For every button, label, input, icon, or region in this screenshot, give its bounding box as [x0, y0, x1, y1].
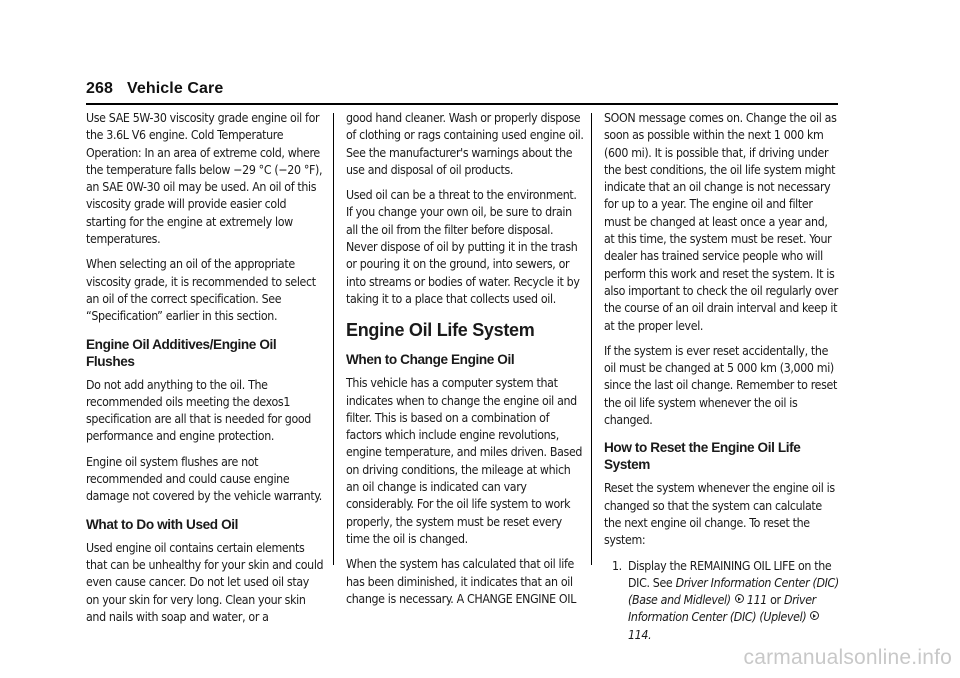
paragraph-environment: Used oil can be a threat to the environment. If you change your own oil, be sure to drain all the oil from the filter before disposal. Never dispose of oil by putting it in the trash or pouring it on the ground, into sewers, or into streams or bodies of water. Recycle it by taking it to a place that collects used oil. — [346, 188, 580, 306]
paragraph-change-soon: SOON message comes on. Change the oil as soon as possible within the next 1 000 km (600 mi). It is possible that, if driving under the best conditions, the oil life system might indicate that an oil change is not necessary for up to a year. The engine oil and filter must be changed at least once a year and, at this time, the system must be reset. Your dealer has trained service people who will perform this work and reset the system. It is also important to check the oil regularly over the course of an oil drain interval and keep it at the proper level. — [604, 111, 838, 333]
section-title: Vehicle Care — [127, 80, 224, 97]
header-rule — [86, 103, 838, 105]
heading-reset-oil-life: How to Reset the Engine Oil Life System — [604, 440, 801, 473]
step-end-punctuation: . — [648, 627, 652, 642]
paragraph-used-oil-health: Used engine oil contains certain elements that can be unhealthy for your skin and could even cause cancer. Do not let used oil stay on your skin for very long. Clean your skin and nails with soap and water, or a — [86, 540, 324, 624]
step-conjunction: or — [770, 593, 781, 608]
page-reference-icon — [810, 611, 819, 620]
reset-step — [604, 558, 840, 644]
column-2 — [346, 110, 585, 616]
page-number: 268 — [86, 80, 113, 97]
heading-used-oil: What to Do with Used Oil — [86, 516, 239, 532]
dic-base-page-link[interactable]: 111 — [746, 593, 767, 608]
paragraph-reset-accidentally: If the system is ever reset accidentally, the oil must be changed at 5 000 km (3,000 mi) since the last oil change. Remember to reset the oil life system whenever the oil is changed. — [604, 343, 837, 428]
dic-uplevel-page-link[interactable]: 114 — [628, 627, 649, 642]
page-header — [86, 80, 223, 98]
column-3 — [604, 110, 840, 644]
paragraph-reset-intro: Reset the system whenever the engine oil is changed so that the system can calculate the next engine oil change. To reset the system: — [604, 481, 835, 548]
dic-uplevel-reference-link[interactable]: Driver Information Center (DIC) (Uplevel) — [628, 593, 816, 625]
paragraph-computer-system: This vehicle has a computer system that indicates when to change the engine oil and filter. This is based on a combination of factors which include engine revolutions, engine temperature, and miles driven. Based on driving conditions, the mileage at which an oil change is indicated can vary considerably. For the oil life system to work properly, the system must be reset every time the oil is changed. — [346, 376, 583, 546]
paragraph-flushes: Engine oil system flushes are not recommended and could cause engine damage not covered by the vehicle warranty. — [86, 454, 322, 504]
watermark: carmanualsonline.info — [743, 646, 952, 669]
dic-base-reference-link[interactable]: Driver Information Center (DIC) (Base and Midlevel) — [628, 575, 839, 608]
step-text: Display the REMAINING OIL LIFE on the DIC. See — [628, 558, 832, 590]
page-reference-icon — [735, 594, 744, 603]
paragraph-oil-viscosity: Use SAE 5W-30 viscosity grade engine oil for the 3.6L V6 engine. Cold Temperature Operation: In an area of extreme cold, where the temperature falls below −29 °C (−20 °F), an SAE 0W-30 oil may be used. An oil of this viscosity grade will provide easier cold starting for the engine at extremely low temperatures. — [86, 111, 323, 247]
paragraph-no-additives: Do not add anything to the oil. The recommended oils meeting the dexos1 specification are all that is needed for good performance and engine protection. — [86, 377, 311, 444]
paragraph-hand-cleaner: good hand cleaner. Wash or properly dispose of clothing or rags containing used engine oil. See the manufacturer's warnings about the use and disposal of oil products. — [346, 111, 584, 177]
heading-when-to-change: When to Change Engine Oil — [346, 352, 515, 368]
paragraph-oil-specification: When selecting an oil of the appropriate viscosity grade, it is recommended to select an oil of the correct specification. See “Specification” earlier in this section. — [86, 257, 316, 324]
column-1 — [86, 110, 325, 634]
column-divider — [333, 113, 334, 565]
paragraph-oil-life-diminished: When the system has calculated that oil life has been diminished, it indicates that an oil change is necessary. A CHANGE ENGINE OIL — [346, 557, 577, 606]
column-divider — [591, 113, 592, 565]
reset-steps-list — [604, 558, 840, 644]
step-number: 1. — [612, 558, 622, 573]
heading-additives: Engine Oil Additives/Engine Oil Flushes — [86, 336, 277, 369]
heading-oil-life-system: Engine Oil Life System — [346, 320, 535, 341]
